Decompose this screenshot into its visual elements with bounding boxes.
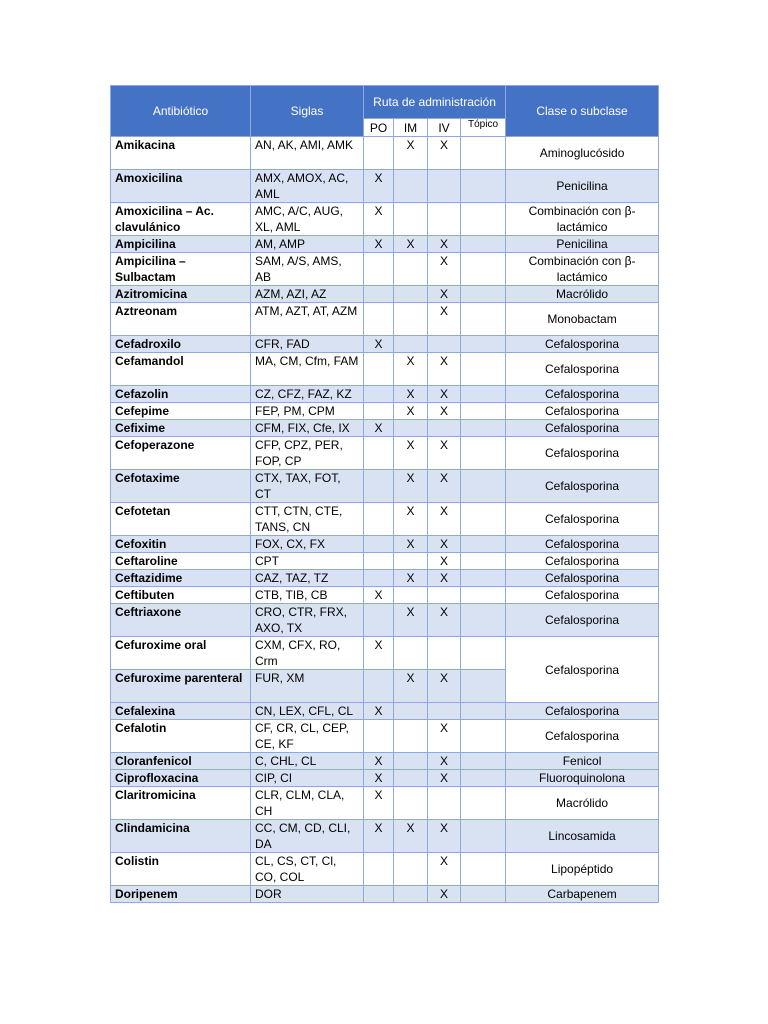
siglas-cell: AM, AMP: [251, 236, 364, 253]
route-iv-cell: X: [428, 253, 461, 286]
class-cell: Cefalosporina: [506, 720, 659, 753]
class-cell: Cefalosporina: [506, 570, 659, 587]
route-iv-cell: X: [428, 503, 461, 536]
table-row: [111, 353, 659, 386]
route-topico-cell: [461, 604, 506, 637]
table-row: [111, 853, 659, 886]
route-im-cell: [394, 286, 428, 303]
route-im-cell: [394, 203, 428, 236]
siglas-cell: C, CHL, CL: [251, 753, 364, 770]
route-im-cell: [394, 420, 428, 437]
route-po-cell: X: [364, 203, 394, 236]
name-cell: Ampicilina – Sulbactam: [111, 253, 251, 286]
route-iv-cell: [428, 637, 461, 670]
siglas-cell: FOX, CX, FX: [251, 536, 364, 553]
route-po-cell: [364, 853, 394, 886]
table-row: [111, 604, 659, 637]
route-iv-cell: [428, 703, 461, 720]
header-clase: Clase o subclase: [506, 86, 659, 137]
siglas-cell: FEP, PM, CPM: [251, 403, 364, 420]
route-iv-cell: X: [428, 720, 461, 753]
table-body: [111, 137, 659, 903]
table-row: [111, 437, 659, 470]
route-im-cell: X: [394, 470, 428, 503]
siglas-cell: ATM, AZT, AT, AZM: [251, 303, 364, 336]
name-cell: Ceftibuten: [111, 587, 251, 604]
siglas-cell: CTT, CTN, CTE, TANS, CN: [251, 503, 364, 536]
name-cell: Cefuroxime oral: [111, 637, 251, 670]
route-topico-cell: [461, 137, 506, 170]
route-po-cell: [364, 670, 394, 703]
class-cell: Lincosamida: [506, 820, 659, 853]
route-im-cell: [394, 637, 428, 670]
route-topico-cell: [461, 437, 506, 470]
name-cell: Cefazolin: [111, 386, 251, 403]
siglas-cell: CLR, CLM, CLA, CH: [251, 787, 364, 820]
route-po-cell: X: [364, 770, 394, 787]
siglas-cell: CN, LEX, CFL, CL: [251, 703, 364, 720]
route-po-cell: X: [364, 587, 394, 604]
class-cell: Cefalosporina: [506, 703, 659, 720]
table-row: [111, 570, 659, 587]
route-iv-cell: [428, 336, 461, 353]
class-cell: Macrólido: [506, 787, 659, 820]
route-topico-cell: [461, 787, 506, 820]
name-cell: Ampicilina: [111, 236, 251, 253]
route-po-cell: X: [364, 236, 394, 253]
siglas-cell: CL, CS, CT, Cl, CO, COL: [251, 853, 364, 886]
route-iv-cell: X: [428, 553, 461, 570]
class-cell: Macrólido: [506, 286, 659, 303]
route-iv-cell: X: [428, 303, 461, 336]
route-iv-cell: X: [428, 753, 461, 770]
name-cell: Cefalotin: [111, 720, 251, 753]
route-topico-cell: [461, 420, 506, 437]
name-cell: Amikacina: [111, 137, 251, 170]
route-iv-cell: X: [428, 236, 461, 253]
route-po-cell: [364, 720, 394, 753]
name-cell: Ceftriaxone: [111, 604, 251, 637]
route-po-cell: X: [364, 336, 394, 353]
class-cell: Cefalosporina: [506, 386, 659, 403]
route-po-cell: [364, 137, 394, 170]
header-route-im: IM: [394, 119, 428, 137]
route-im-cell: X: [394, 820, 428, 853]
antibiotic-table: [110, 85, 659, 903]
siglas-cell: AN, AK, AMI, AMK: [251, 137, 364, 170]
route-iv-cell: X: [428, 820, 461, 853]
table-row: [111, 753, 659, 770]
table-row: [111, 503, 659, 536]
class-cell: Combinación con β-lactámico: [506, 203, 659, 236]
route-topico-cell: [461, 703, 506, 720]
route-iv-cell: X: [428, 770, 461, 787]
route-po-cell: X: [364, 170, 394, 203]
table-row: [111, 403, 659, 420]
class-cell: Aminoglucósido: [506, 137, 659, 170]
route-topico-cell: [461, 720, 506, 753]
name-cell: Aztreonam: [111, 303, 251, 336]
route-iv-cell: X: [428, 570, 461, 587]
class-cell: Cefalosporina: [506, 637, 659, 703]
route-im-cell: [394, 303, 428, 336]
siglas-cell: CFM, FIX, Cfe, IX: [251, 420, 364, 437]
name-cell: Cefuroxime parenteral: [111, 670, 251, 703]
table-row: [111, 787, 659, 820]
route-topico-cell: [461, 170, 506, 203]
siglas-cell: CF, CR, CL, CEP, CE, KF: [251, 720, 364, 753]
route-im-cell: X: [394, 503, 428, 536]
class-cell: Carbapenem: [506, 886, 659, 903]
class-cell: Cefalosporina: [506, 353, 659, 386]
route-topico-cell: [461, 403, 506, 420]
route-po-cell: X: [364, 753, 394, 770]
siglas-cell: MA, CM, Cfm, FAM: [251, 353, 364, 386]
route-iv-cell: X: [428, 604, 461, 637]
route-im-cell: [394, 886, 428, 903]
route-po-cell: [364, 604, 394, 637]
route-po-cell: [364, 286, 394, 303]
name-cell: Cefamandol: [111, 353, 251, 386]
class-cell: Penicilina: [506, 170, 659, 203]
route-po-cell: [364, 470, 394, 503]
name-cell: Cefoperazone: [111, 437, 251, 470]
route-iv-cell: [428, 787, 461, 820]
class-cell: Cefalosporina: [506, 336, 659, 353]
route-im-cell: X: [394, 604, 428, 637]
table-header: [111, 86, 659, 137]
siglas-cell: DOR: [251, 886, 364, 903]
route-topico-cell: [461, 470, 506, 503]
route-topico-cell: [461, 286, 506, 303]
route-topico-cell: [461, 253, 506, 286]
class-cell: Cefalosporina: [506, 604, 659, 637]
route-im-cell: X: [394, 536, 428, 553]
route-po-cell: [364, 403, 394, 420]
name-cell: Clindamicina: [111, 820, 251, 853]
route-po-cell: [364, 503, 394, 536]
table-row: [111, 203, 659, 236]
route-im-cell: X: [394, 403, 428, 420]
header-route-topico: Tópico: [461, 119, 506, 137]
route-im-cell: X: [394, 670, 428, 703]
siglas-cell: CPT: [251, 553, 364, 570]
route-im-cell: [394, 170, 428, 203]
route-topico-cell: [461, 386, 506, 403]
route-po-cell: [364, 253, 394, 286]
route-im-cell: [394, 553, 428, 570]
name-cell: Amoxicilina – Ac. clavulánico: [111, 203, 251, 236]
route-topico-cell: [461, 536, 506, 553]
route-iv-cell: X: [428, 353, 461, 386]
route-im-cell: X: [394, 437, 428, 470]
table-row: [111, 170, 659, 203]
route-po-cell: [364, 886, 394, 903]
route-topico-cell: [461, 770, 506, 787]
siglas-cell: AMC, A/C, AUG, XL, AML: [251, 203, 364, 236]
name-cell: Azitromicina: [111, 286, 251, 303]
route-iv-cell: X: [428, 853, 461, 886]
siglas-cell: SAM, A/S, AMS, AB: [251, 253, 364, 286]
class-cell: Cefalosporina: [506, 503, 659, 536]
route-topico-cell: [461, 203, 506, 236]
route-po-cell: [364, 553, 394, 570]
table-row: [111, 553, 659, 570]
header-siglas: Siglas: [251, 86, 364, 137]
route-topico-cell: [461, 336, 506, 353]
class-cell: Fluoroquinolona: [506, 770, 659, 787]
class-cell: Cefalosporina: [506, 403, 659, 420]
route-po-cell: [364, 570, 394, 587]
class-cell: Fenicol: [506, 753, 659, 770]
class-cell: Combinación con β-lactámico: [506, 253, 659, 286]
siglas-cell: AZM, AZI, AZ: [251, 286, 364, 303]
route-im-cell: [394, 703, 428, 720]
class-cell: Penicilina: [506, 236, 659, 253]
siglas-cell: CXM, CFX, RO, Crm: [251, 637, 364, 670]
route-topico-cell: [461, 303, 506, 336]
route-po-cell: [364, 353, 394, 386]
route-topico-cell: [461, 587, 506, 604]
route-im-cell: X: [394, 570, 428, 587]
route-iv-cell: X: [428, 403, 461, 420]
class-cell: Cefalosporina: [506, 587, 659, 604]
table-row: [111, 703, 659, 720]
table-row: [111, 470, 659, 503]
name-cell: Cefoxitin: [111, 536, 251, 553]
name-cell: Doripenem: [111, 886, 251, 903]
table-row: [111, 886, 659, 903]
route-po-cell: X: [364, 637, 394, 670]
name-cell: Amoxicilina: [111, 170, 251, 203]
route-iv-cell: [428, 203, 461, 236]
route-iv-cell: X: [428, 437, 461, 470]
header-route-po: PO: [364, 119, 394, 137]
route-topico-cell: [461, 353, 506, 386]
route-topico-cell: [461, 820, 506, 853]
route-im-cell: [394, 336, 428, 353]
route-im-cell: [394, 753, 428, 770]
siglas-cell: CC, CM, CD, CLI, DA: [251, 820, 364, 853]
route-im-cell: X: [394, 353, 428, 386]
route-po-cell: X: [364, 703, 394, 720]
name-cell: Ceftaroline: [111, 553, 251, 570]
table-row: [111, 587, 659, 604]
class-cell: Cefalosporina: [506, 470, 659, 503]
route-iv-cell: [428, 170, 461, 203]
route-im-cell: [394, 787, 428, 820]
table-row: [111, 637, 659, 670]
table-row: [111, 303, 659, 336]
route-topico-cell: [461, 853, 506, 886]
route-iv-cell: X: [428, 886, 461, 903]
table-row: [111, 253, 659, 286]
route-po-cell: [364, 386, 394, 403]
name-cell: Ciprofloxacina: [111, 770, 251, 787]
siglas-cell: CTX, TAX, FOT, CT: [251, 470, 364, 503]
class-cell: Cefalosporina: [506, 420, 659, 437]
name-cell: Ceftazidime: [111, 570, 251, 587]
name-cell: Cefepime: [111, 403, 251, 420]
siglas-cell: AMX, AMOX, AC, AML: [251, 170, 364, 203]
table-row: [111, 286, 659, 303]
class-cell: Monobactam: [506, 303, 659, 336]
header-antibiotic: Antibiótico: [111, 86, 251, 137]
table-row: [111, 420, 659, 437]
name-cell: Claritromicina: [111, 787, 251, 820]
table-row: [111, 770, 659, 787]
class-cell: Cefalosporina: [506, 536, 659, 553]
class-cell: Lipopéptido: [506, 853, 659, 886]
route-iv-cell: [428, 587, 461, 604]
siglas-cell: CAZ, TAZ, TZ: [251, 570, 364, 587]
route-im-cell: [394, 720, 428, 753]
name-cell: Cefotetan: [111, 503, 251, 536]
route-topico-cell: [461, 570, 506, 587]
class-cell: Cefalosporina: [506, 553, 659, 570]
table-row: [111, 536, 659, 553]
table-row: [111, 336, 659, 353]
siglas-cell: CRO, CTR, FRX, AXO, TX: [251, 604, 364, 637]
name-cell: Cefadroxilo: [111, 336, 251, 353]
route-im-cell: [394, 853, 428, 886]
siglas-cell: CFR, FAD: [251, 336, 364, 353]
route-po-cell: X: [364, 420, 394, 437]
route-topico-cell: [461, 637, 506, 670]
route-po-cell: [364, 437, 394, 470]
route-topico-cell: [461, 753, 506, 770]
siglas-cell: CZ, CFZ, FAZ, KZ: [251, 386, 364, 403]
route-iv-cell: X: [428, 286, 461, 303]
siglas-cell: CTB, TIB, CB: [251, 587, 364, 604]
route-topico-cell: [461, 886, 506, 903]
route-iv-cell: [428, 420, 461, 437]
route-po-cell: [364, 303, 394, 336]
header-route-iv: IV: [428, 119, 461, 137]
table-row: [111, 137, 659, 170]
table-row: [111, 386, 659, 403]
route-im-cell: X: [394, 386, 428, 403]
siglas-cell: CFP, CPZ, PER, FOP, CP: [251, 437, 364, 470]
siglas-cell: FUR, XM: [251, 670, 364, 703]
name-cell: Cefotaxime: [111, 470, 251, 503]
header-ruta: Ruta de administración: [364, 86, 506, 119]
name-cell: Colistin: [111, 853, 251, 886]
table-row: [111, 720, 659, 753]
route-topico-cell: [461, 236, 506, 253]
table-row: [111, 820, 659, 853]
route-topico-cell: [461, 553, 506, 570]
route-im-cell: [394, 253, 428, 286]
route-topico-cell: [461, 670, 506, 703]
class-cell: Cefalosporina: [506, 437, 659, 470]
route-iv-cell: X: [428, 670, 461, 703]
name-cell: Cefalexina: [111, 703, 251, 720]
route-iv-cell: X: [428, 470, 461, 503]
siglas-cell: CIP, CI: [251, 770, 364, 787]
route-iv-cell: X: [428, 386, 461, 403]
name-cell: Cloranfenicol: [111, 753, 251, 770]
name-cell: Cefixime: [111, 420, 251, 437]
route-po-cell: [364, 536, 394, 553]
route-po-cell: X: [364, 787, 394, 820]
table-row: [111, 236, 659, 253]
route-iv-cell: X: [428, 137, 461, 170]
route-topico-cell: [461, 503, 506, 536]
route-im-cell: X: [394, 137, 428, 170]
route-im-cell: X: [394, 236, 428, 253]
route-im-cell: [394, 770, 428, 787]
route-iv-cell: X: [428, 536, 461, 553]
route-im-cell: [394, 587, 428, 604]
route-po-cell: X: [364, 820, 394, 853]
